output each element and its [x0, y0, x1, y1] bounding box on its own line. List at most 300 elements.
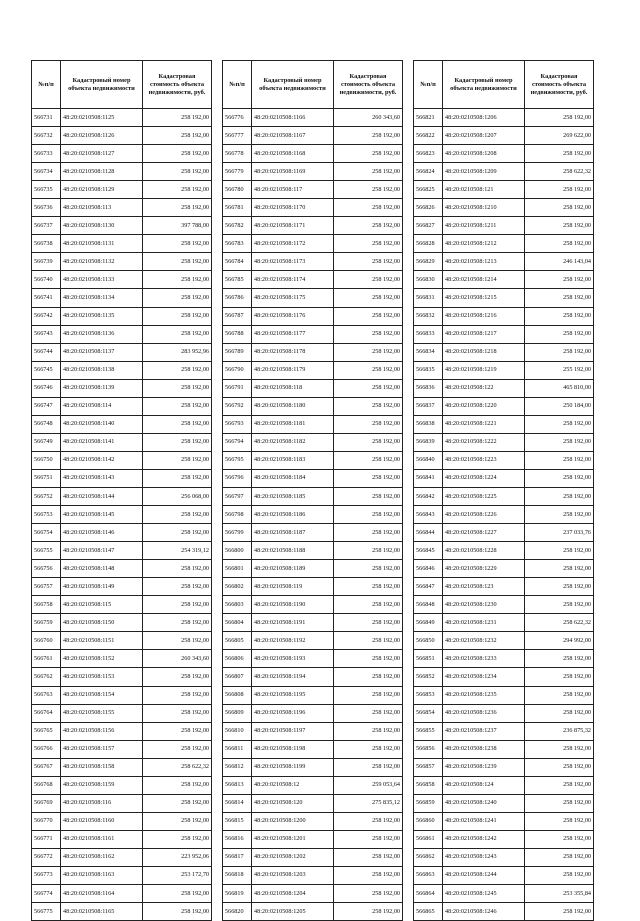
row-number-cell: 566831 [414, 289, 443, 307]
cadastral-number-cell: 48:20:0210508:1242 [443, 830, 525, 848]
cadastral-value-cell: 258 192,00 [525, 415, 594, 433]
cadastral-value-cell: 258 192,00 [143, 163, 212, 181]
row-number-cell: 566749 [32, 433, 61, 451]
cadastral-number-cell: 48:20:0210508:1220 [443, 397, 525, 415]
row-number-cell: 566847 [414, 578, 443, 596]
cadastral-number-cell: 48:20:0210508:1234 [443, 668, 525, 686]
cadastral-value-cell: 258 192,00 [334, 812, 403, 830]
table-header-row [32, 61, 212, 109]
row-number-cell: 566848 [414, 596, 443, 614]
row-number-cell: 566786 [223, 289, 252, 307]
header-cadastral-number: Кадастровый номер объекта недвижимости [61, 61, 143, 109]
cadastral-number-cell: 48:20:0210508:1136 [61, 325, 143, 343]
cadastral-value-cell: 260 343,60 [334, 109, 403, 127]
cadastral-number-cell: 48:20:0210508:1130 [61, 217, 143, 235]
table-row [32, 397, 212, 415]
table-row [32, 127, 212, 145]
table-row [32, 776, 212, 794]
table-row [32, 542, 212, 560]
table-row [414, 397, 594, 415]
cadastral-number-cell: 48:20:0210508:1197 [252, 722, 334, 740]
row-number-cell: 566860 [414, 812, 443, 830]
table-row [414, 903, 594, 921]
table-row [223, 650, 403, 668]
cadastral-value-cell: 258 192,00 [143, 830, 212, 848]
table-row [32, 758, 212, 776]
table-row [32, 722, 212, 740]
table-row [223, 866, 403, 884]
cadastral-value-cell: 258 192,00 [143, 632, 212, 650]
table-row [223, 668, 403, 686]
table-row [32, 866, 212, 884]
cadastral-number-cell: 48:20:0210508:117 [252, 181, 334, 199]
cadastral-value-cell: 260 343,60 [143, 650, 212, 668]
cadastral-number-cell: 48:20:0210508:1192 [252, 632, 334, 650]
table-row [414, 812, 594, 830]
table-row [414, 830, 594, 848]
cadastral-number-cell: 48:20:0210508:1158 [61, 758, 143, 776]
table-row [32, 524, 212, 542]
row-number-cell: 566784 [223, 253, 252, 271]
table-row [414, 668, 594, 686]
row-number-cell: 566769 [32, 794, 61, 812]
row-number-cell: 566809 [223, 704, 252, 722]
table-row [414, 235, 594, 253]
cadastral-value-cell: 258 192,00 [525, 109, 594, 127]
row-number-cell: 566821 [414, 109, 443, 127]
table-header-row [223, 61, 403, 109]
row-number-cell: 566856 [414, 740, 443, 758]
cadastral-number-cell: 48:20:0210508:1191 [252, 614, 334, 632]
row-number-cell: 566755 [32, 542, 61, 560]
cadastral-value-cell: 258 192,00 [525, 650, 594, 668]
cadastral-value-cell: 258 192,00 [334, 885, 403, 903]
cadastral-value-cell: 258 192,00 [143, 253, 212, 271]
cadastral-value-cell: 258 192,00 [525, 812, 594, 830]
cadastral-value-cell: 258 192,00 [143, 469, 212, 487]
cadastral-value-cell: 258 192,00 [334, 542, 403, 560]
cadastral-number-cell: 48:20:0210508:120 [252, 794, 334, 812]
cadastral-number-cell: 48:20:0210508:1207 [443, 127, 525, 145]
row-number-cell: 566732 [32, 127, 61, 145]
cadastral-value-cell: 258 192,00 [525, 469, 594, 487]
row-number-cell: 566740 [32, 271, 61, 289]
table-row [223, 127, 403, 145]
row-number-cell: 566865 [414, 903, 443, 921]
row-number-cell: 566813 [223, 776, 252, 794]
cadastral-number-cell: 48:20:0210508:1214 [443, 271, 525, 289]
cadastral-value-cell: 258 192,00 [143, 235, 212, 253]
row-number-cell: 566849 [414, 614, 443, 632]
cadastral-value-cell: 294 992,00 [525, 632, 594, 650]
cadastral-number-cell: 48:20:0210508:1218 [443, 343, 525, 361]
table-row [223, 109, 403, 127]
cadastral-number-cell: 48:20:0210508:1167 [252, 127, 334, 145]
cadastral-number-cell: 48:20:0210508:119 [252, 578, 334, 596]
table-row [414, 596, 594, 614]
cadastral-number-cell: 48:20:0210508:1237 [443, 722, 525, 740]
table-row [223, 812, 403, 830]
table-row [223, 506, 403, 524]
row-number-cell: 566845 [414, 542, 443, 560]
row-number-cell: 566841 [414, 469, 443, 487]
table-row [414, 181, 594, 199]
row-number-cell: 566778 [223, 145, 252, 163]
table-row [223, 397, 403, 415]
cadastral-number-cell: 48:20:0210508:1204 [252, 885, 334, 903]
cadastral-value-cell: 246 143,04 [525, 253, 594, 271]
cadastral-value-cell: 258 192,00 [334, 469, 403, 487]
cadastral-number-cell: 48:20:0210508:1201 [252, 830, 334, 848]
table-row [414, 506, 594, 524]
row-number-cell: 566814 [223, 794, 252, 812]
row-number-cell: 566779 [223, 163, 252, 181]
cadastral-value-cell: 258 192,00 [334, 145, 403, 163]
cadastral-value-cell: 258 192,00 [334, 343, 403, 361]
row-number-cell: 566838 [414, 415, 443, 433]
table-row [223, 415, 403, 433]
cadastral-value-cell: 258 192,00 [334, 866, 403, 884]
row-number-cell: 566788 [223, 325, 252, 343]
cadastral-number-cell: 48:20:0210508:1184 [252, 469, 334, 487]
cadastral-number-cell: 48:20:0210508:1189 [252, 560, 334, 578]
cadastral-value-cell: 258 192,00 [143, 596, 212, 614]
cadastral-number-cell: 48:20:0210508:1215 [443, 289, 525, 307]
cadastral-number-cell: 48:20:0210508:1182 [252, 433, 334, 451]
registry-table-middle [222, 60, 403, 921]
cadastral-value-cell: 258 192,00 [143, 903, 212, 921]
table-row [223, 758, 403, 776]
header-cadastral-number: Кадастровый номер объекта недвижимости [252, 61, 334, 109]
cadastral-number-cell: 48:20:0210508:1146 [61, 524, 143, 542]
table-row [223, 560, 403, 578]
row-number-cell: 566770 [32, 812, 61, 830]
row-number-cell: 566837 [414, 397, 443, 415]
row-number-cell: 566748 [32, 415, 61, 433]
row-number-cell: 566789 [223, 343, 252, 361]
table-row [414, 614, 594, 632]
table-row [223, 343, 403, 361]
table-row [32, 740, 212, 758]
table-row [32, 181, 212, 199]
row-number-cell: 566854 [414, 704, 443, 722]
row-number-cell: 566826 [414, 199, 443, 217]
table-row [32, 163, 212, 181]
cadastral-value-cell: 258 192,00 [143, 704, 212, 722]
table-row [223, 596, 403, 614]
cadastral-value-cell: 258 192,00 [143, 379, 212, 397]
row-number-cell: 566763 [32, 686, 61, 704]
cadastral-value-cell: 258 192,00 [334, 361, 403, 379]
cadastral-number-cell: 48:20:0210508:1176 [252, 307, 334, 325]
cadastral-number-cell: 48:20:0210508:1165 [61, 903, 143, 921]
row-number-cell: 566794 [223, 433, 252, 451]
cadastral-value-cell: 258 192,00 [525, 776, 594, 794]
row-number-cell: 566771 [32, 830, 61, 848]
table-row [223, 830, 403, 848]
table-row [414, 885, 594, 903]
row-number-cell: 566739 [32, 253, 61, 271]
row-number-cell: 566761 [32, 650, 61, 668]
row-number-cell: 566803 [223, 596, 252, 614]
header-cadastral-value: Кадастровая стоимость объекта недвижимости, руб. [143, 61, 212, 109]
cadastral-value-cell: 258 192,00 [525, 596, 594, 614]
cadastral-value-cell: 258 192,00 [334, 289, 403, 307]
cadastral-value-cell: 258 192,00 [525, 235, 594, 253]
table-row [223, 199, 403, 217]
cadastral-value-cell: 258 192,00 [143, 885, 212, 903]
cadastral-value-cell: 258 192,00 [525, 542, 594, 560]
row-number-cell: 566815 [223, 812, 252, 830]
cadastral-number-cell: 48:20:0210508:1188 [252, 542, 334, 560]
cadastral-value-cell: 258 192,00 [525, 560, 594, 578]
row-number-cell: 566817 [223, 848, 252, 866]
row-number-cell: 566827 [414, 217, 443, 235]
cadastral-value-cell: 259 053,64 [334, 776, 403, 794]
cadastral-value-cell: 258 192,00 [334, 379, 403, 397]
table-row [32, 560, 212, 578]
cadastral-number-cell: 48:20:0210508:1157 [61, 740, 143, 758]
header-num: №п/п [32, 61, 61, 109]
cadastral-number-cell: 48:20:0210508:1226 [443, 506, 525, 524]
cadastral-number-cell: 48:20:0210508:1131 [61, 235, 143, 253]
cadastral-number-cell: 48:20:0210508:1179 [252, 361, 334, 379]
cadastral-value-cell: 258 192,00 [143, 361, 212, 379]
row-number-cell: 566773 [32, 866, 61, 884]
row-number-cell: 566810 [223, 722, 252, 740]
cadastral-value-cell: 258 192,00 [334, 127, 403, 145]
cadastral-value-cell: 258 192,00 [334, 722, 403, 740]
cadastral-value-cell: 258 192,00 [525, 289, 594, 307]
cadastral-value-cell: 258 192,00 [525, 451, 594, 469]
cadastral-number-cell: 48:20:0210508:1145 [61, 506, 143, 524]
cadastral-number-cell: 48:20:0210508:1139 [61, 379, 143, 397]
cadastral-value-cell: 258 192,00 [525, 758, 594, 776]
registry-table-right [413, 60, 594, 921]
row-number-cell: 566859 [414, 794, 443, 812]
cadastral-value-cell: 258 192,00 [334, 163, 403, 181]
cadastral-value-cell: 258 192,00 [334, 235, 403, 253]
cadastral-number-cell: 48:20:0210508:1241 [443, 812, 525, 830]
cadastral-number-cell: 48:20:0210508:1205 [252, 903, 334, 921]
table-row [414, 487, 594, 505]
cadastral-value-cell: 258 622,32 [525, 163, 594, 181]
cadastral-value-cell: 258 192,00 [143, 776, 212, 794]
cadastral-value-cell: 258 192,00 [143, 415, 212, 433]
cadastral-number-cell: 48:20:0210508:1169 [252, 163, 334, 181]
row-number-cell: 566759 [32, 614, 61, 632]
cadastral-number-cell: 48:20:0210508:1211 [443, 217, 525, 235]
table-row [223, 848, 403, 866]
cadastral-number-cell: 48:20:0210508:1132 [61, 253, 143, 271]
row-number-cell: 566741 [32, 289, 61, 307]
row-number-cell: 566754 [32, 524, 61, 542]
row-number-cell: 566768 [32, 776, 61, 794]
cadastral-value-cell: 253 172,70 [143, 866, 212, 884]
row-number-cell: 566844 [414, 524, 443, 542]
row-number-cell: 566776 [223, 109, 252, 127]
row-number-cell: 566733 [32, 145, 61, 163]
table-row [414, 560, 594, 578]
header-cadastral-value: Кадастровая стоимость объекта недвижимости, руб. [525, 61, 594, 109]
table-row [414, 650, 594, 668]
cadastral-value-cell: 258 192,00 [334, 451, 403, 469]
cadastral-number-cell: 48:20:0210508:1133 [61, 271, 143, 289]
table-row [223, 217, 403, 235]
table-row [414, 469, 594, 487]
cadastral-value-cell: 258 192,00 [143, 145, 212, 163]
cadastral-number-cell: 48:20:0210508:1216 [443, 307, 525, 325]
table-row [32, 668, 212, 686]
cadastral-number-cell: 48:20:0210508:1223 [443, 451, 525, 469]
cadastral-number-cell: 48:20:0210508:1195 [252, 686, 334, 704]
cadastral-value-cell: 465 810,00 [525, 379, 594, 397]
cadastral-value-cell: 254 319,12 [143, 542, 212, 560]
cadastral-value-cell: 236 875,32 [525, 722, 594, 740]
cadastral-number-cell: 48:20:0210508:1198 [252, 740, 334, 758]
cadastral-number-cell: 48:20:0210508:1210 [443, 199, 525, 217]
table-row [414, 361, 594, 379]
table-row [223, 542, 403, 560]
cadastral-value-cell: 258 192,00 [334, 614, 403, 632]
table-row [223, 524, 403, 542]
table-row [32, 650, 212, 668]
cadastral-number-cell: 48:20:0210508:1127 [61, 145, 143, 163]
cadastral-number-cell: 48:20:0210508:1148 [61, 560, 143, 578]
cadastral-value-cell: 258 192,00 [525, 181, 594, 199]
cadastral-number-cell: 48:20:0210508:1244 [443, 866, 525, 884]
row-number-cell: 566857 [414, 758, 443, 776]
row-number-cell: 566852 [414, 668, 443, 686]
cadastral-number-cell: 48:20:0210508:1147 [61, 542, 143, 560]
cadastral-value-cell: 237 033,76 [525, 524, 594, 542]
cadastral-value-cell: 258 192,00 [143, 271, 212, 289]
row-number-cell: 566746 [32, 379, 61, 397]
table-row [414, 343, 594, 361]
table-row [223, 903, 403, 921]
cadastral-value-cell: 258 192,00 [143, 560, 212, 578]
table-row [414, 542, 594, 560]
cadastral-value-cell: 258 192,00 [143, 668, 212, 686]
table-row [223, 361, 403, 379]
cadastral-number-cell: 48:20:0210508:1236 [443, 704, 525, 722]
cadastral-value-cell: 258 192,00 [334, 848, 403, 866]
row-number-cell: 566862 [414, 848, 443, 866]
table-row [414, 415, 594, 433]
table-row [414, 145, 594, 163]
row-number-cell: 566787 [223, 307, 252, 325]
table-row [414, 109, 594, 127]
cadastral-number-cell: 48:20:0210508:1212 [443, 235, 525, 253]
cadastral-number-cell: 48:20:0210508:1208 [443, 145, 525, 163]
row-number-cell: 566834 [414, 343, 443, 361]
cadastral-value-cell: 255 192,00 [525, 361, 594, 379]
table-row [223, 794, 403, 812]
cadastral-number-cell: 48:20:0210508:1206 [443, 109, 525, 127]
table-row [223, 578, 403, 596]
cadastral-value-cell: 258 192,00 [334, 433, 403, 451]
cadastral-value-cell: 258 192,00 [525, 506, 594, 524]
cadastral-number-cell: 48:20:0210508:1162 [61, 848, 143, 866]
cadastral-value-cell: 258 192,00 [334, 397, 403, 415]
cadastral-value-cell: 258 192,00 [143, 794, 212, 812]
row-number-cell: 566742 [32, 307, 61, 325]
row-number-cell: 566805 [223, 632, 252, 650]
table-row [32, 307, 212, 325]
cadastral-number-cell: 48:20:0210508:1229 [443, 560, 525, 578]
cadastral-value-cell: 258 192,00 [143, 451, 212, 469]
cadastral-value-cell: 258 192,00 [143, 397, 212, 415]
row-number-cell: 566756 [32, 560, 61, 578]
row-number-cell: 566745 [32, 361, 61, 379]
cadastral-value-cell: 258 192,00 [334, 903, 403, 921]
cadastral-number-cell: 48:20:0210508:1187 [252, 524, 334, 542]
cadastral-number-cell: 48:20:0210508:1222 [443, 433, 525, 451]
cadastral-number-cell: 48:20:0210508:1138 [61, 361, 143, 379]
cadastral-value-cell: 283 952,96 [143, 343, 212, 361]
cadastral-number-cell: 48:20:0210508:1185 [252, 487, 334, 505]
table-row [32, 903, 212, 921]
cadastral-number-cell: 48:20:0210508:1235 [443, 686, 525, 704]
row-number-cell: 566828 [414, 235, 443, 253]
row-number-cell: 566783 [223, 235, 252, 253]
cadastral-value-cell: 258 192,00 [525, 325, 594, 343]
table-row [32, 271, 212, 289]
cadastral-value-cell: 258 192,00 [143, 686, 212, 704]
cadastral-value-cell: 258 192,00 [525, 307, 594, 325]
table-row [223, 469, 403, 487]
row-number-cell: 566738 [32, 235, 61, 253]
cadastral-value-cell: 258 192,00 [525, 343, 594, 361]
table-row [414, 578, 594, 596]
table-row [32, 379, 212, 397]
cadastral-value-cell: 258 192,00 [334, 686, 403, 704]
cadastral-value-cell: 258 192,00 [143, 740, 212, 758]
row-number-cell: 566736 [32, 199, 61, 217]
row-number-cell: 566853 [414, 686, 443, 704]
cadastral-number-cell: 48:20:0210508:1239 [443, 758, 525, 776]
table-row [223, 253, 403, 271]
row-number-cell: 566816 [223, 830, 252, 848]
row-number-cell: 566818 [223, 866, 252, 884]
cadastral-number-cell: 48:20:0210508:1173 [252, 253, 334, 271]
cadastral-value-cell: 258 192,00 [334, 307, 403, 325]
row-number-cell: 566836 [414, 379, 443, 397]
row-number-cell: 566774 [32, 885, 61, 903]
table-row [414, 307, 594, 325]
cadastral-value-cell: 258 192,00 [334, 415, 403, 433]
table-row [32, 487, 212, 505]
cadastral-value-cell: 258 192,00 [525, 145, 594, 163]
row-number-cell: 566823 [414, 145, 443, 163]
cadastral-number-cell: 48:20:0210508:1194 [252, 668, 334, 686]
cadastral-value-cell: 258 192,00 [525, 794, 594, 812]
cadastral-value-cell: 258 192,00 [143, 722, 212, 740]
cadastral-value-cell: 258 192,00 [143, 325, 212, 343]
cadastral-value-cell: 258 192,00 [143, 812, 212, 830]
table-row [414, 325, 594, 343]
cadastral-value-cell: 258 622,32 [525, 614, 594, 632]
cadastral-value-cell: 256 068,00 [143, 487, 212, 505]
cadastral-number-cell: 48:20:0210508:1141 [61, 433, 143, 451]
row-number-cell: 566858 [414, 776, 443, 794]
cadastral-number-cell: 48:20:0210508:118 [252, 379, 334, 397]
table-row [32, 704, 212, 722]
cadastral-number-cell: 48:20:0210508:1200 [252, 812, 334, 830]
cadastral-number-cell: 48:20:0210508:1203 [252, 866, 334, 884]
table-row [223, 163, 403, 181]
row-number-cell: 566747 [32, 397, 61, 415]
